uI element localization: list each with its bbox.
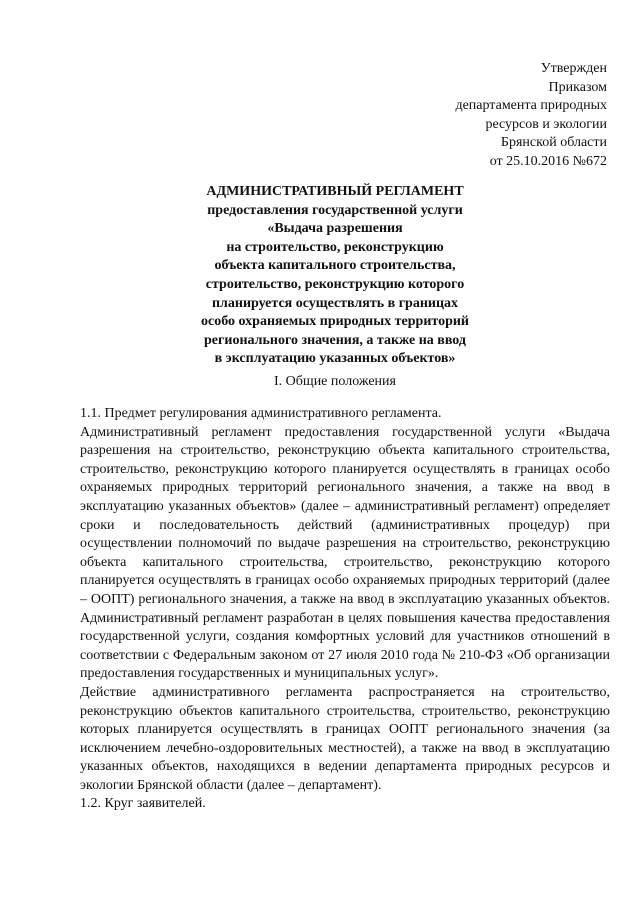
title-line: на строительство, реконструкцию <box>226 239 444 255</box>
paragraph-regulation-description: Административный регламент предоставления государственной услуги «Выдача разрешения на строительство, реконструкцию объекта капитального строительства, строительство, реконструкцию которого планируется осуществлять в границах особо охраняемых природных территорий регионального значения, а также на ввод в эксплуатацию указанных объектов» (далее – административный регламент) определяет сроки и последовательность действий (административных процедур) при осуществлении полномочий по выдаче разрешения на строительство, реконструкцию объекта капитального строительства, строительство, реконструкцию которого планируется осуществлять в границах особо охраняемых природных территорий (далее – ООПТ) регионального значения, а также на ввод в эксплуатацию указанных объектов. Административный регламент разработан в целях повышения качества предоставления государственной услуги, создания комфортных условий для участников отношений в соответствии с Федеральным законом от 27 июля 2010 года № 210-ФЗ «Об организации предоставления государственных и муниципальных услуг». <box>80 424 610 682</box>
approval-line: от 25.10.2016 №672 <box>489 153 607 169</box>
approval-line: Утвержден <box>540 61 607 76</box>
approval-line: Брянской области <box>500 135 607 151</box>
document-body <box>80 405 610 814</box>
title-line: планируется осуществлять в границах <box>211 295 459 311</box>
approval-stamp <box>455 60 607 172</box>
approval-line: ресурсов и экологии <box>485 116 607 132</box>
title-line: особо охраняемых природных территорий <box>200 314 469 330</box>
title-line: объекта капитального строительства, <box>214 258 456 274</box>
approval-line: департамента природных <box>455 98 607 114</box>
title-line: предоставления государственной услуги <box>207 202 463 218</box>
approval-line: Приказом <box>548 79 607 95</box>
document-title <box>80 183 590 369</box>
paragraph-applicants-heading: 1.2. Круг заявителей. <box>80 796 206 812</box>
section-heading: I. Общие положения <box>274 374 396 389</box>
paragraph-scope: Действие административного регламента распространяется на строительство, реконструкцию объектов капитального строительства, строительство, реконструкцию которых планируется осуществлять в границах ООПТ регионального значения (за исключением лечебно-оздоровительных местностей), а также на ввод в эксплуатацию указанных объектов, находящихся в ведении департамента природных ресурсов и экологии Брянской области (далее – департамент). <box>80 684 610 793</box>
title-line: в эксплуатацию указанных объектов» <box>214 351 456 367</box>
title-line: регионального значения, а также на ввод <box>204 332 466 348</box>
title-line: строительство, реконструкцию которого <box>205 276 465 292</box>
paragraph-subject-heading: 1.1. Предмет регулирования административного регламента. <box>80 406 442 421</box>
title-line: «Выдача разрешения <box>267 221 403 237</box>
title-line: АДМИНИСТРАТИВНЫЙ РЕГЛАМЕНТ <box>206 184 464 199</box>
